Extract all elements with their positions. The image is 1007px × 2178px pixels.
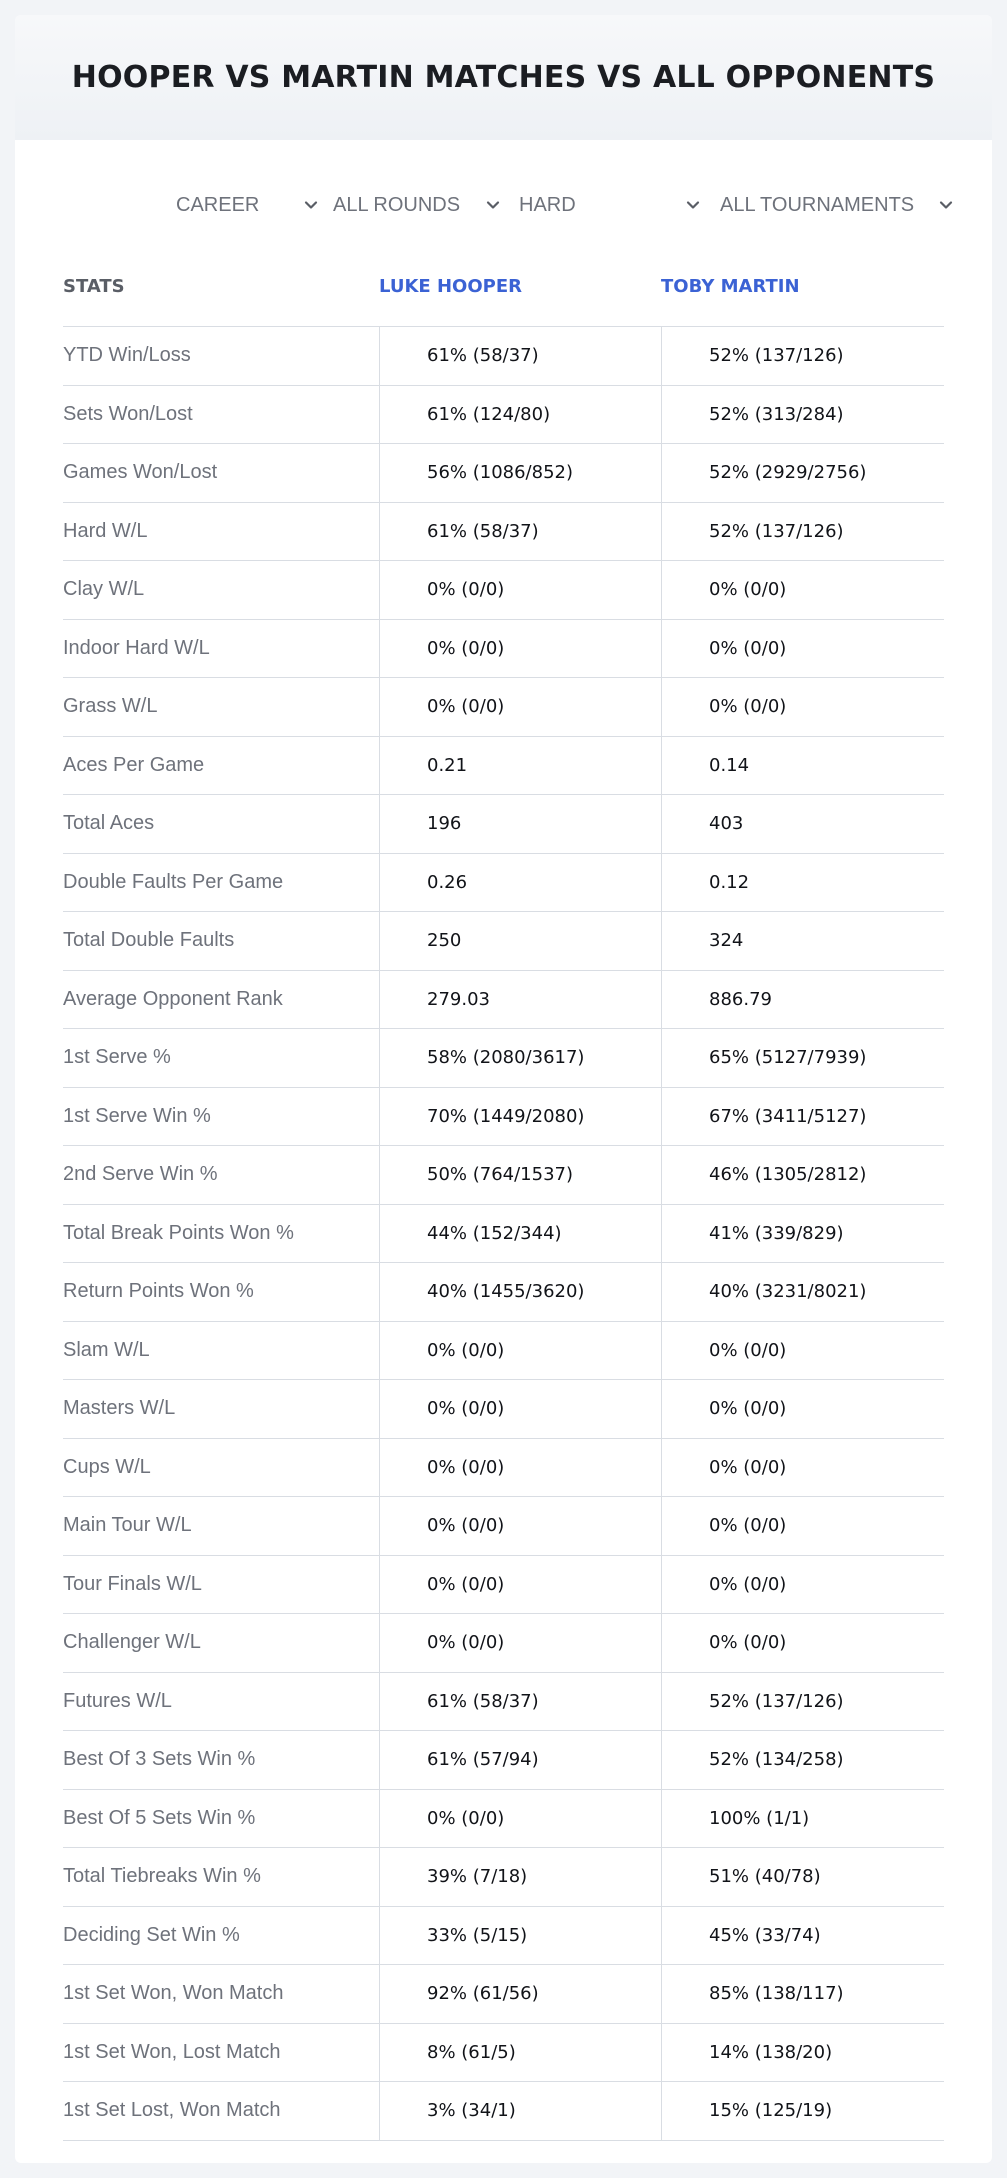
player2-value: 0% (0/0) bbox=[661, 561, 944, 619]
player2-value: 67% (3411/5127) bbox=[661, 1088, 944, 1146]
player1-value: 250 bbox=[379, 912, 661, 970]
player2-value: 45% (33/74) bbox=[661, 1907, 944, 1965]
table-row bbox=[63, 1614, 944, 1673]
career-filter-select[interactable] bbox=[176, 183, 319, 227]
table-row bbox=[63, 1673, 944, 1732]
chevron-down-icon bbox=[303, 197, 319, 213]
player2-value: 0.14 bbox=[661, 737, 944, 795]
player1-value: 61% (57/94) bbox=[379, 1731, 661, 1789]
player2-value: 15% (125/19) bbox=[661, 2082, 944, 2140]
table-row bbox=[63, 1029, 944, 1088]
rounds-filter-select[interactable] bbox=[333, 183, 501, 227]
page-title: HOOPER VS MARTIN MATCHES VS ALL OPPONENTS bbox=[71, 60, 936, 95]
table-row bbox=[63, 1322, 944, 1381]
player2-value: 52% (2929/2756) bbox=[661, 444, 944, 502]
player2-value: 85% (138/117) bbox=[661, 1965, 944, 2023]
player2-value: 0% (0/0) bbox=[661, 678, 944, 736]
stats-column-header: STATS bbox=[63, 276, 125, 297]
chevron-down-icon bbox=[485, 197, 501, 213]
player1-value: 56% (1086/852) bbox=[379, 444, 661, 502]
player1-value: 0% (0/0) bbox=[379, 1556, 661, 1614]
player1-value: 0% (0/0) bbox=[379, 561, 661, 619]
player1-value: 92% (61/56) bbox=[379, 1965, 661, 2023]
player1-value: 44% (152/344) bbox=[379, 1205, 661, 1263]
surface-filter-select[interactable] bbox=[519, 183, 701, 227]
player2-value: 0% (0/0) bbox=[661, 1556, 944, 1614]
player2-value: 324 bbox=[661, 912, 944, 970]
stats-card bbox=[15, 15, 992, 2163]
stat-label: Cups W/L bbox=[63, 1455, 151, 1478]
stat-label: Challenger W/L bbox=[63, 1631, 201, 1654]
filter-value: ALL TOURNAMENTS bbox=[720, 193, 915, 216]
player2-value: 51% (40/78) bbox=[661, 1848, 944, 1906]
stat-label: Sets Won/Lost bbox=[63, 402, 193, 425]
player2-value: 14% (138/20) bbox=[661, 2024, 944, 2082]
table-row bbox=[63, 1380, 944, 1439]
table-row bbox=[63, 1146, 944, 1205]
table-row bbox=[63, 678, 944, 737]
player1-value: 39% (7/18) bbox=[379, 1848, 661, 1906]
table-row bbox=[63, 444, 944, 503]
table-row bbox=[63, 795, 944, 854]
stat-label: Games Won/Lost bbox=[63, 461, 218, 484]
player2-value: 0.12 bbox=[661, 854, 944, 912]
table-row bbox=[63, 1088, 944, 1147]
stat-label: Double Faults Per Game bbox=[63, 870, 284, 893]
stats-table bbox=[63, 247, 944, 2141]
player2-link[interactable]: TOBY MARTIN bbox=[661, 276, 800, 297]
player1-value: 70% (1449/2080) bbox=[379, 1088, 661, 1146]
stat-label: Deciding Set Win % bbox=[63, 1923, 240, 1946]
table-row bbox=[63, 1497, 944, 1556]
stat-label: Grass W/L bbox=[63, 695, 158, 718]
stat-label: 1st Serve Win % bbox=[63, 1104, 211, 1127]
player2-value: 0% (0/0) bbox=[661, 620, 944, 678]
player1-value: 0% (0/0) bbox=[379, 1380, 661, 1438]
player2-value: 0% (0/0) bbox=[661, 1614, 944, 1672]
table-row bbox=[63, 2082, 944, 2141]
stat-label: Best Of 5 Sets Win % bbox=[63, 1806, 256, 1829]
table-row bbox=[63, 1731, 944, 1790]
table-row bbox=[63, 1907, 944, 1966]
stat-label: Clay W/L bbox=[63, 578, 145, 601]
table-row bbox=[63, 912, 944, 971]
player2-value: 65% (5127/7939) bbox=[661, 1029, 944, 1087]
table-row bbox=[63, 386, 944, 445]
player2-value: 46% (1305/2812) bbox=[661, 1146, 944, 1204]
player1-value: 50% (764/1537) bbox=[379, 1146, 661, 1204]
table-row bbox=[63, 327, 944, 386]
table-row bbox=[63, 1439, 944, 1498]
player2-value: 52% (137/126) bbox=[661, 1673, 944, 1731]
player1-value: 0% (0/0) bbox=[379, 1790, 661, 1848]
tournaments-filter-select[interactable] bbox=[720, 183, 954, 227]
player1-value: 196 bbox=[379, 795, 661, 853]
stat-label: Masters W/L bbox=[63, 1397, 176, 1420]
filter-value: ALL ROUNDS bbox=[333, 193, 461, 216]
stat-label: Average Opponent Rank bbox=[63, 987, 283, 1010]
stat-label: Futures W/L bbox=[63, 1689, 172, 1712]
table-row bbox=[63, 620, 944, 679]
stat-label: Total Break Points Won % bbox=[63, 1221, 294, 1244]
filter-value: CAREER bbox=[176, 193, 260, 216]
player2-value: 52% (137/126) bbox=[661, 327, 944, 385]
stat-label: 1st Set Won, Lost Match bbox=[63, 2040, 281, 2063]
player2-value: 886.79 bbox=[661, 971, 944, 1029]
stat-label: Indoor Hard W/L bbox=[63, 636, 210, 659]
player1-value: 3% (34/1) bbox=[379, 2082, 661, 2140]
player2-value: 0% (0/0) bbox=[661, 1439, 944, 1497]
stat-label: 1st Serve % bbox=[63, 1046, 171, 1069]
player1-value: 40% (1455/3620) bbox=[379, 1263, 661, 1321]
table-row bbox=[63, 1790, 944, 1849]
player1-value: 33% (5/15) bbox=[379, 1907, 661, 1965]
player1-value: 61% (58/37) bbox=[379, 327, 661, 385]
player1-value: 8% (61/5) bbox=[379, 2024, 661, 2082]
player2-value: 52% (313/284) bbox=[661, 386, 944, 444]
filter-bar bbox=[15, 183, 992, 227]
table-row bbox=[63, 971, 944, 1030]
stat-label: 1st Set Won, Won Match bbox=[63, 1982, 284, 2005]
stat-label: Total Aces bbox=[63, 812, 155, 835]
stat-label: 2nd Serve Win % bbox=[63, 1163, 218, 1186]
filter-value: HARD bbox=[519, 193, 576, 216]
player1-link[interactable]: LUKE HOOPER bbox=[379, 276, 522, 297]
stat-label: Best Of 3 Sets Win % bbox=[63, 1748, 256, 1771]
table-row bbox=[63, 561, 944, 620]
table-row bbox=[63, 2024, 944, 2083]
player2-value: 40% (3231/8021) bbox=[661, 1263, 944, 1321]
chevron-down-icon bbox=[938, 197, 954, 213]
table-row bbox=[63, 1205, 944, 1264]
table-row bbox=[63, 854, 944, 913]
stat-label: Slam W/L bbox=[63, 1338, 150, 1361]
player1-value: 58% (2080/3617) bbox=[379, 1029, 661, 1087]
stat-label: 1st Set Lost, Won Match bbox=[63, 2099, 281, 2122]
stat-label: Tour Finals W/L bbox=[63, 1572, 202, 1595]
stat-label: Total Double Faults bbox=[63, 929, 235, 952]
player2-value: 41% (339/829) bbox=[661, 1205, 944, 1263]
stat-label: Hard W/L bbox=[63, 519, 148, 542]
table-row bbox=[63, 1556, 944, 1615]
stat-label: Total Tiebreaks Win % bbox=[63, 1865, 261, 1888]
player1-value: 61% (124/80) bbox=[379, 386, 661, 444]
table-row bbox=[63, 503, 944, 562]
player1-value: 0% (0/0) bbox=[379, 1439, 661, 1497]
stat-label: Aces Per Game bbox=[63, 753, 205, 776]
table-row bbox=[63, 737, 944, 796]
chevron-down-icon bbox=[685, 197, 701, 213]
table-header bbox=[63, 247, 944, 327]
player2-value: 0% (0/0) bbox=[661, 1380, 944, 1438]
player1-value: 0% (0/0) bbox=[379, 620, 661, 678]
player1-value: 0% (0/0) bbox=[379, 1614, 661, 1672]
player2-value: 403 bbox=[661, 795, 944, 853]
table-row bbox=[63, 1263, 944, 1322]
card-header bbox=[15, 15, 992, 140]
player2-value: 0% (0/0) bbox=[661, 1497, 944, 1555]
stat-label: Return Points Won % bbox=[63, 1280, 254, 1303]
stat-label: YTD Win/Loss bbox=[63, 344, 191, 367]
player1-value: 61% (58/37) bbox=[379, 503, 661, 561]
player1-value: 0% (0/0) bbox=[379, 678, 661, 736]
player2-value: 100% (1/1) bbox=[661, 1790, 944, 1848]
player2-value: 0% (0/0) bbox=[661, 1322, 944, 1380]
player1-value: 0.26 bbox=[379, 854, 661, 912]
player1-value: 0% (0/0) bbox=[379, 1497, 661, 1555]
player1-value: 0.21 bbox=[379, 737, 661, 795]
stat-label: Main Tour W/L bbox=[63, 1514, 192, 1537]
table-row bbox=[63, 1848, 944, 1907]
player1-value: 0% (0/0) bbox=[379, 1322, 661, 1380]
table-body bbox=[63, 327, 944, 2141]
player1-value: 61% (58/37) bbox=[379, 1673, 661, 1731]
table-row bbox=[63, 1965, 944, 2024]
player1-value: 279.03 bbox=[379, 971, 661, 1029]
player2-value: 52% (137/126) bbox=[661, 503, 944, 561]
player2-value: 52% (134/258) bbox=[661, 1731, 944, 1789]
